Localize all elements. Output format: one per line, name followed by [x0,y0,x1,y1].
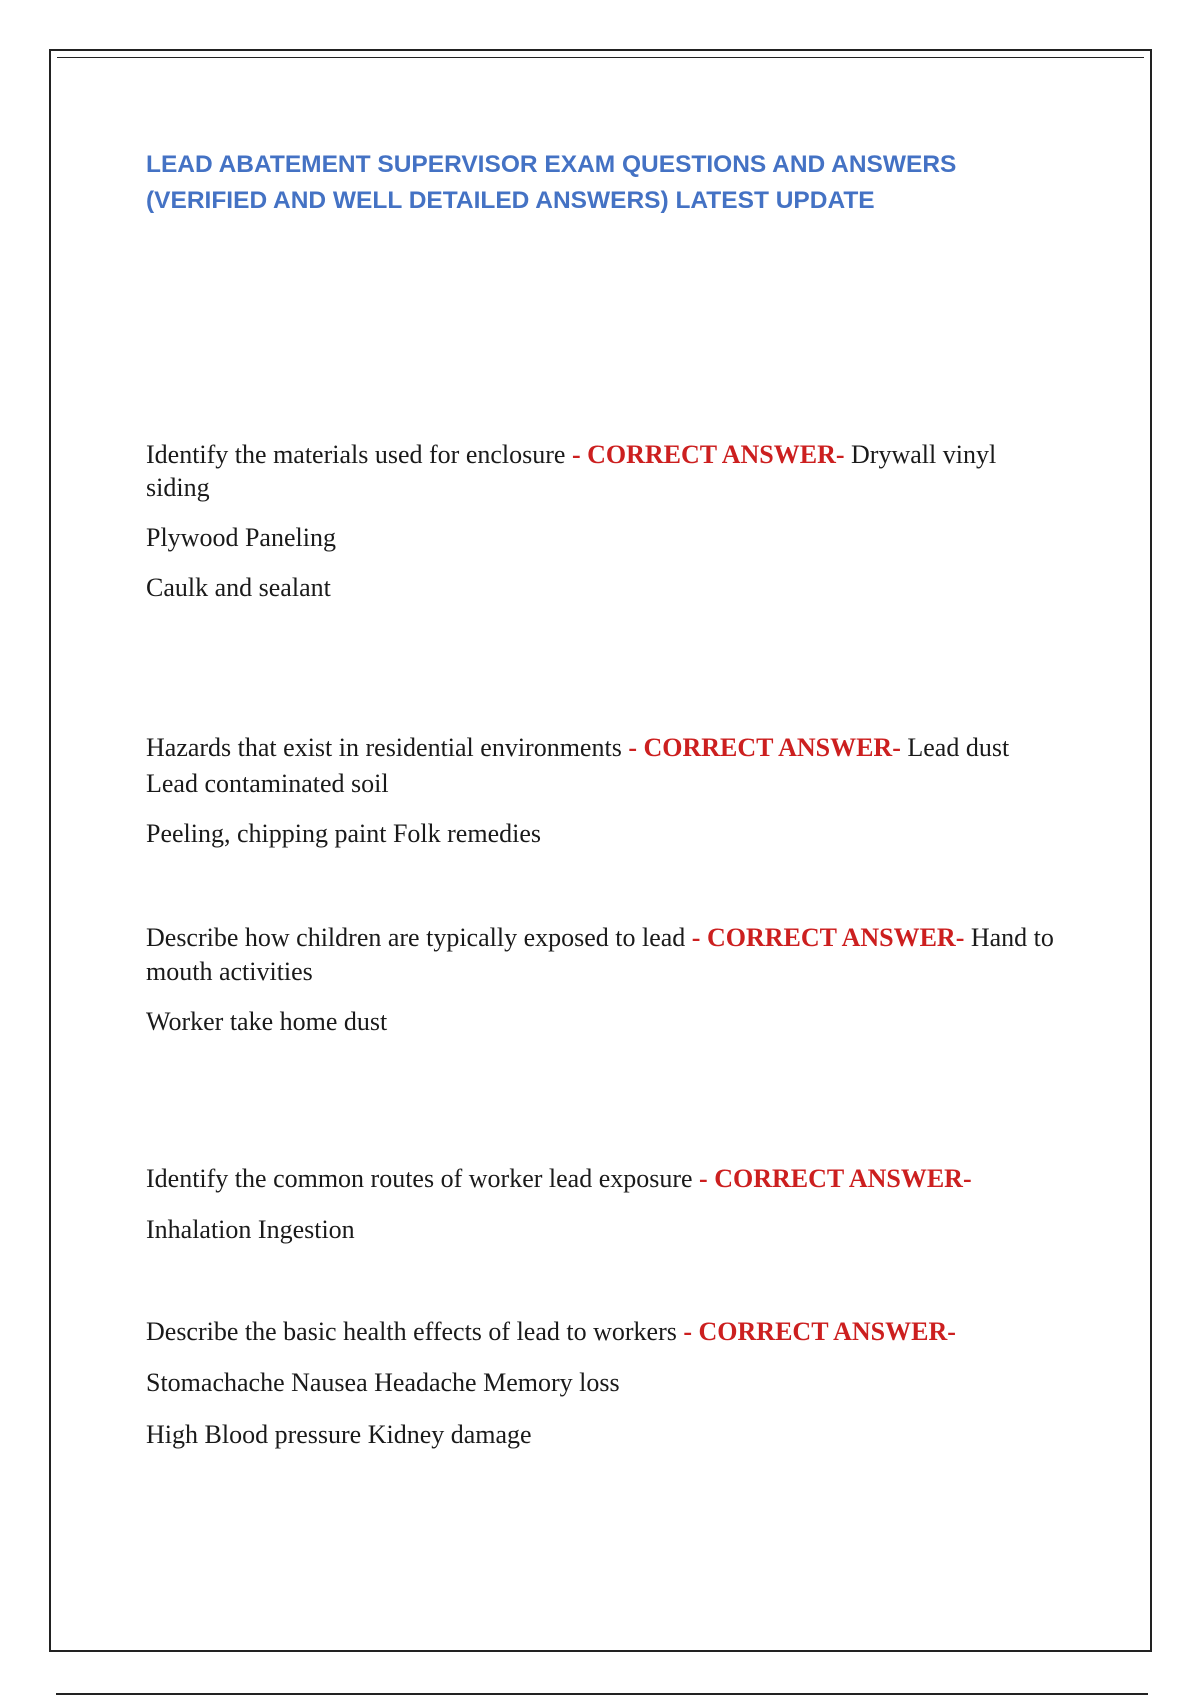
question-line [146,1314,1056,1350]
correct-answer-marker: - CORRECT ANSWER- [683,1317,956,1346]
question-line [146,730,1056,802]
answer-line: Inhalation Ingestion [146,1215,355,1244]
question-line [146,921,1056,989]
answer-line: Peeling, chipping paint Folk remedies [146,819,541,848]
question-text: Identify the materials used for enclosure [146,440,566,469]
question-text: Describe how children are typically exposed to lead [146,923,686,952]
qa-block [146,921,1056,1040]
answer-line: Stomachache Nausea Headache Memory loss [146,1368,620,1397]
answer-line: Plywood Paneling [146,523,336,552]
answer-inline: Lead dust Lead contaminated soil [146,733,1010,798]
question-text: Identify the common routes of worker lead exposure [146,1164,693,1193]
question-line [146,438,1056,504]
answer-line: Caulk and sealant [146,573,331,602]
page-border-top-rule [57,57,1144,58]
question-text: Hazards that exist in residential environments [146,733,622,762]
qa-block [146,1314,1056,1453]
correct-answer-marker: - CORRECT ANSWER- [571,440,845,469]
answer-inline: Drywall vinyl siding [146,440,997,502]
correct-answer-marker: - CORRECT ANSWER- [691,923,965,952]
page-bottom-rule [56,1693,1148,1695]
answer-line: High Blood pressure Kidney damage [146,1420,532,1449]
answer-line: Worker take home dust [146,1007,388,1036]
question-line [146,1161,1056,1197]
qa-block [146,730,1056,852]
answer-inline: Hand to mouth activities [146,923,1054,986]
qa-block [146,438,1056,606]
correct-answer-marker: - CORRECT ANSWER- [699,1164,972,1193]
correct-answer-marker: - CORRECT ANSWER- [628,733,901,762]
document-title: LEAD ABATEMENT SUPERVISOR EXAM QUESTIONS AND ANSWERS (VERIFIED AND WELL DETAILED ANSWERS) LATEST UPDATE [146,151,957,214]
question-text: Describe the basic health effects of lead to workers [146,1317,677,1346]
qa-block [146,1161,1056,1248]
